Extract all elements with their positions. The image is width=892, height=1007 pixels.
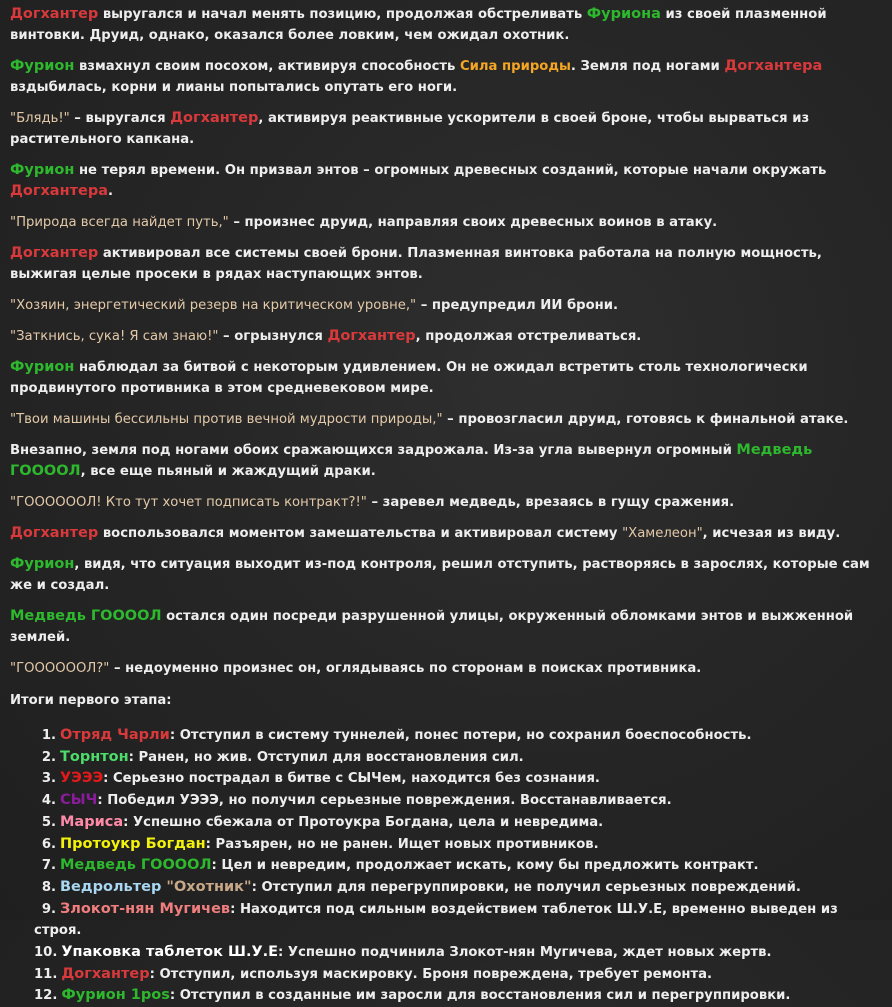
character-name: Медведь ГООООЛ (10, 442, 813, 479)
story-paragraph (10, 108, 882, 150)
dialogue-quote: "ГООООООЛ?" (10, 661, 110, 676)
story-paragraph (10, 492, 882, 513)
narrative-text: активировал все системы своей брони. Плазменная винтовка работала на полную мощность, выжигая целые просеки в рядах наступающих энтов. (10, 246, 822, 282)
character-name: Догхантер (327, 328, 416, 344)
character-name: Догхантер (10, 245, 99, 261)
dialogue-quote: "Блядь!" (10, 111, 70, 126)
story-paragraph (10, 326, 882, 347)
result-number: 8. (41, 879, 56, 895)
result-number: 7. (41, 858, 56, 874)
result-status: : Отступил в созданные им заросли для восстановления сил и перегруппировки. (169, 988, 791, 1004)
result-status: : Ранен, но жив. Отступил для восстановления сил. (128, 749, 524, 765)
narrative-text: Внезапно, земля под ногами обоих сражающихся задрожала. Из-за угла вывернул огромный (10, 443, 737, 458)
story-paragraph (10, 56, 882, 98)
narrative-text: взмахнул своим посохом, активируя способность (74, 59, 460, 74)
narrative-text: остался один посреди разрушенной улицы, окруженный обломками энтов и выжженной землей. (10, 609, 854, 645)
result-participant-name: Торнтон (60, 748, 129, 765)
character-name: Фурион (10, 359, 75, 375)
story-paragraph (10, 440, 882, 482)
result-number: 11. (34, 966, 58, 982)
narrative-text: из своей плазменной винтовки. Друид, однако, оказался более ловким, чем ожидал охотник. (10, 7, 827, 43)
story-paragraph (10, 160, 882, 202)
result-participant-name: УЭЭЭ (60, 770, 104, 787)
narrative-text: воспользовался моментом замешательства и активировал систему (98, 526, 623, 541)
story-paragraph (10, 523, 882, 544)
result-participant-name: Упаковка таблеток Ш.У.Е (61, 944, 279, 961)
result-item (34, 790, 882, 812)
result-number: 3. (41, 771, 56, 787)
result-item (34, 942, 882, 964)
result-status: : Отступил в систему туннелей, понес потери, но сохранил боеспособность. (169, 728, 752, 743)
dialogue-quote: "Твои машины бессильны против вечной мудрости природы," (10, 412, 443, 427)
dialogue-quote: "Хамелеон" (622, 526, 703, 541)
result-item (34, 812, 882, 834)
result-number: 12. (34, 988, 58, 1004)
result-status: : Успешно сбежала от Протоукра Богдана, цела и невредима. (123, 814, 604, 830)
character-name: Догхантер (10, 6, 99, 22)
narrative-text: – провозгласил друид, готовясь к финальной атаке. (442, 412, 849, 427)
result-status: : Находится под сильным воздействием таблеток Ш.У.Е, временно выведен из строя. (34, 901, 838, 939)
story-paragraph (10, 409, 882, 430)
narrative-text: . (108, 184, 114, 199)
result-status: : Отступил, используя маскировку. Броня повреждена, требует ремонта. (149, 966, 713, 982)
result-item (34, 855, 882, 877)
character-name: Догхантера (724, 58, 823, 74)
narrative-text: – произнес друид, направляя своих древесных воинов в атаку. (228, 215, 718, 230)
result-status: : Успешно подчинила Злокот-нян Мугичева, ждет новых жертв. (278, 945, 772, 961)
result-status: : Победил УЭЭЭ, но получил серьезные повреждения. Восстанавливается. (97, 793, 672, 809)
story-paragraph (10, 295, 882, 316)
result-participant-name: Отряд Чарли (60, 727, 170, 743)
results-list (10, 725, 882, 1007)
result-participant-name: Злокот-нян Мугичев (60, 900, 231, 917)
result-participant-name: Ведрольтер (60, 878, 162, 895)
story-paragraph (10, 243, 882, 285)
result-status: : Разъярен, но не ранен. Ищет новых противников. (205, 836, 599, 852)
character-name: Догхантера (10, 183, 109, 199)
character-name: Догхантер (10, 525, 99, 541)
result-item (34, 725, 882, 747)
narrative-text: – выругался (69, 111, 171, 126)
result-number: 4. (41, 793, 56, 809)
result-item (34, 964, 882, 986)
narrative-text: вздыбилась, корни и лианы попытались опутать его ноги. (10, 80, 458, 95)
result-status: : Цел и невредим, продолжает искать, кому бы предложить контракт. (211, 858, 759, 874)
narrative-text: – недоуменно произнес он, оглядываясь по сторонам в поисках противника. (109, 661, 702, 676)
story-paragraph (10, 606, 882, 648)
narrative-text: – заревел медведь, врезаясь в гущу сражения. (366, 495, 735, 510)
result-number: 10. (34, 945, 58, 961)
narrative-text: наблюдал за битвой с некоторым удивлением. Он не ожидал встретить столь технологически продвинутого противника в этом средневековом мире. (10, 360, 808, 396)
result-item (34, 877, 882, 899)
result-item (34, 985, 882, 1007)
story-paragraph (10, 212, 882, 233)
result-participant-name: СЫЧ (60, 792, 98, 809)
character-name: Фуриона (586, 6, 661, 22)
result-item (34, 768, 882, 790)
result-participant-name: Медведь ГООООЛ (60, 857, 212, 874)
story-paragraph (10, 4, 882, 46)
result-participant-name: Мариса (60, 813, 124, 830)
story-paragraph (10, 658, 882, 679)
result-item (34, 834, 882, 856)
summary-title: Итоги первого этапа: (10, 693, 172, 708)
result-number: 5. (41, 814, 56, 830)
result-number: 6. (41, 836, 56, 852)
narrative-text: не терял времени. Он призвал энтов – огромных древесных созданий, которые начали окружать (74, 163, 827, 178)
character-name: Медведь ГООООЛ (10, 608, 162, 624)
narrative-text: выругался и начал менять позицию, продолжая обстреливать (98, 7, 587, 22)
dialogue-quote: "ГООООООЛ! Кто тут хочет подписать контракт?!" (10, 495, 367, 510)
result-participant-name: Протоукр Богдан (60, 835, 206, 852)
narrative-text: , активируя реактивные ускорители в своей броне, чтобы вырваться из растительного капкана. (10, 111, 810, 147)
character-name: Фурион (10, 162, 75, 178)
story-paragraph (10, 357, 882, 399)
narrative-text: , видя, что ситуация выходит из-под контроля, решил отступить, растворяясь в зарослях, которые сам же и создал. (10, 557, 870, 593)
character-name: Фурион (10, 58, 75, 74)
result-participant-name: Фурион 1pos (61, 987, 170, 1004)
story-paragraph (10, 554, 882, 596)
narrative-text: . Земля под ногами (570, 59, 725, 74)
narrative-text: , продолжая отстреливаться. (415, 329, 642, 344)
narrative-text: – огрызнулся (218, 329, 328, 344)
dialogue-quote: "Хозяин, энергетический резерв на критическом уровне," (10, 298, 417, 313)
result-participant-name: "Охотник" (161, 878, 252, 895)
result-number: 2. (41, 749, 56, 765)
result-item (34, 747, 882, 769)
dialogue-quote: "Заткнись, сука! Я сам знаю!" (10, 329, 219, 344)
result-participant-name: Догхантер (61, 965, 150, 982)
character-name: Догхантер (170, 110, 259, 126)
dialogue-quote: "Природа всегда найдет путь," (10, 215, 229, 230)
narrative-text: – предупредил ИИ брони. (416, 298, 619, 313)
result-number: 9. (41, 901, 56, 917)
result-item (34, 899, 882, 942)
result-status: : Отступил для перегруппировки, не получил серьезных повреждений. (251, 879, 801, 895)
narrative-text: , все еще пьяный и жаждущий драки. (80, 464, 376, 479)
character-name: Фурион (10, 556, 75, 572)
result-number: 1. (41, 728, 56, 743)
ability-name: Сила природы (459, 59, 571, 74)
story-body (10, 4, 882, 679)
narrative-text: , исчезая из виду. (702, 526, 841, 541)
result-status: : Серьезно пострадал в битве с СЫЧем, находится без сознания. (103, 771, 600, 787)
